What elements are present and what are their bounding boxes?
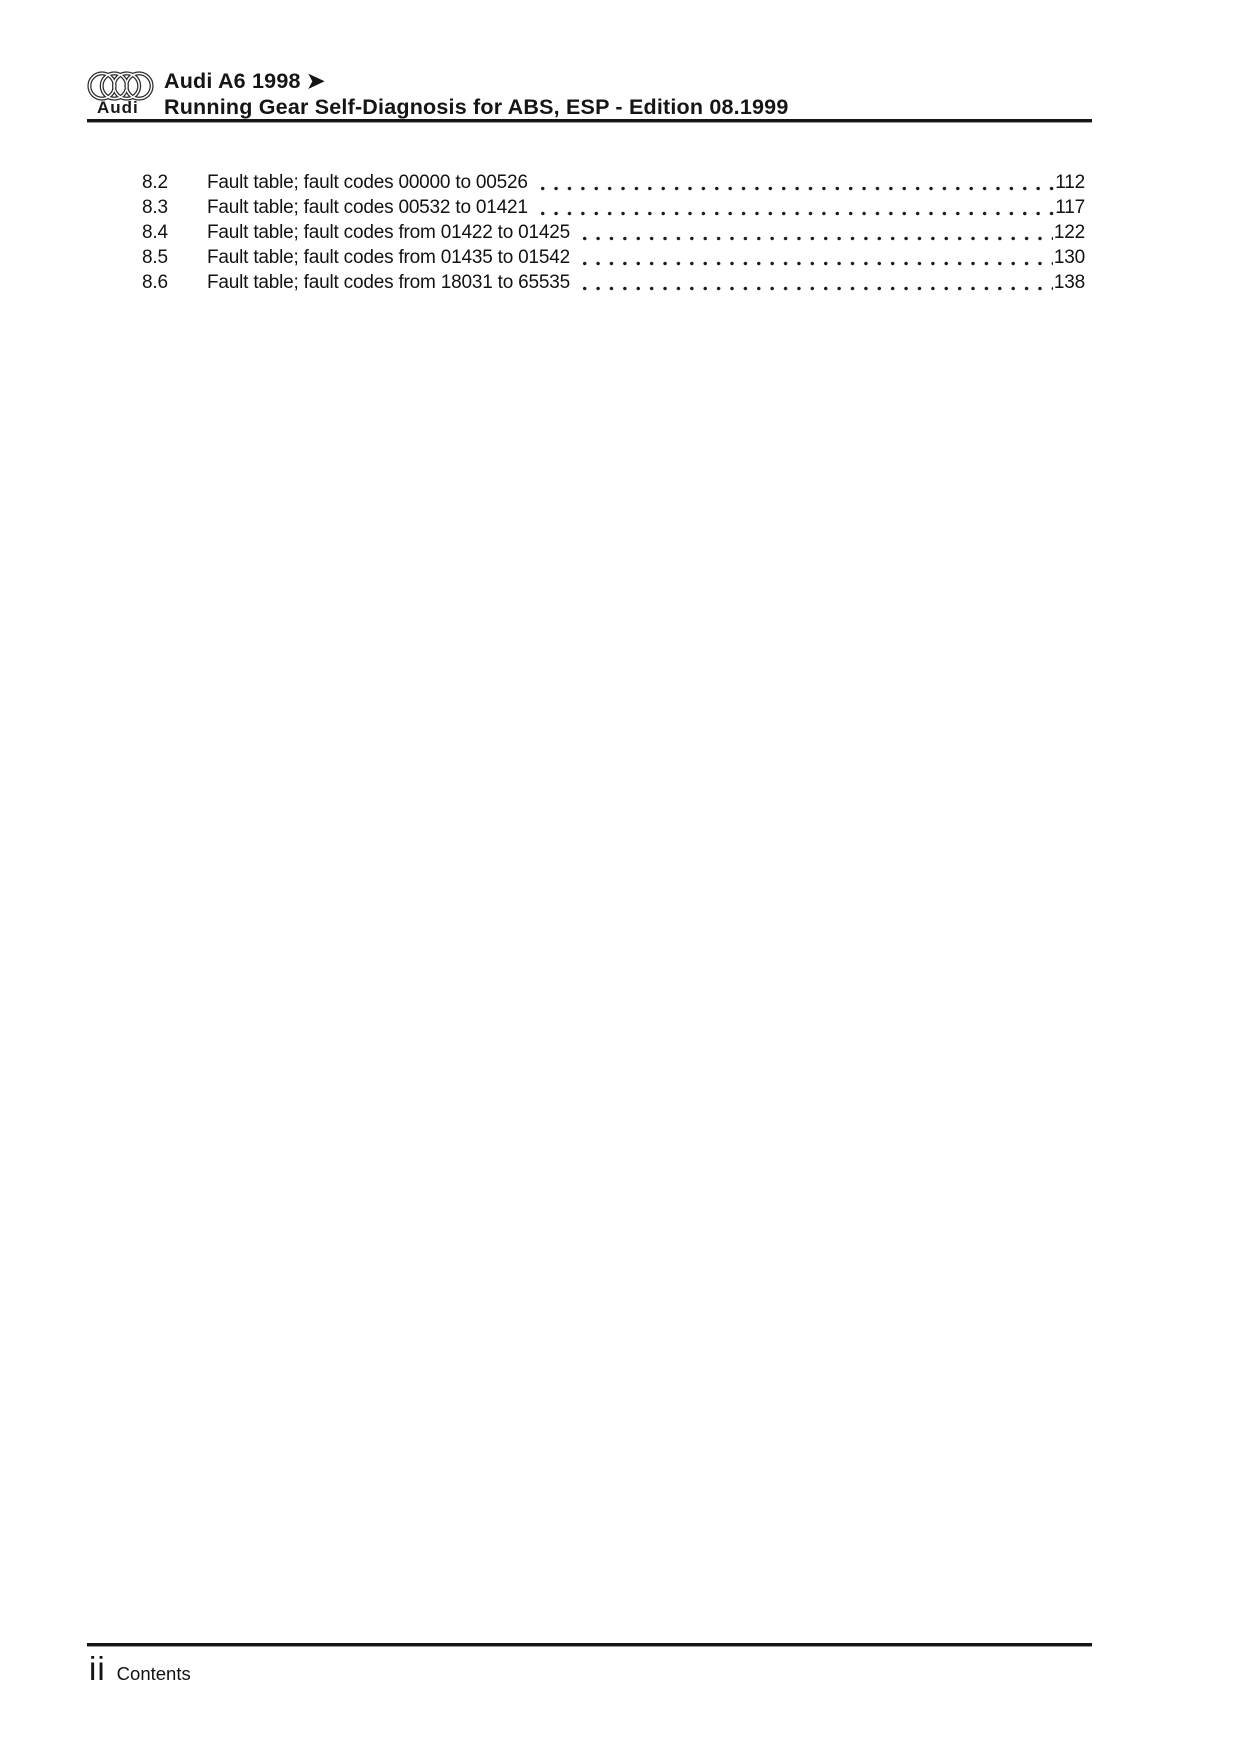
toc-entry <box>142 270 1085 295</box>
toc-entry <box>142 245 1085 270</box>
toc-entry-title: Fault table; fault codes 00532 to 01421 <box>207 197 528 218</box>
toc-list <box>142 170 1085 295</box>
toc-entry <box>142 170 1085 195</box>
footer <box>89 1652 191 1686</box>
toc-entry-title: Fault table; fault codes 00000 to 00526 <box>207 172 528 193</box>
toc-leader-dots <box>573 220 1053 245</box>
toc-entry-page: 130 <box>1053 247 1085 268</box>
footer-section-label: Contents <box>116 1663 191 1684</box>
toc-leader-dots <box>531 195 1055 220</box>
toc-entry-title: Fault table; fault codes from 01422 to 01425 <box>207 222 570 243</box>
toc-leader-dots <box>573 270 1053 295</box>
toc-entry <box>142 220 1085 245</box>
header-model-line: Audi A6 1998 ➤ <box>164 69 326 93</box>
toc-entry-number: 8.5 <box>142 247 168 268</box>
toc-entry-title: Fault table; fault codes from 01435 to 01542 <box>207 247 570 268</box>
toc-entry-title: Fault table; fault codes from 18031 to 65535 <box>207 272 570 293</box>
footer-rule <box>87 1643 1092 1646</box>
toc-entry-number: 8.2 <box>142 172 168 193</box>
toc-entry-number: 8.6 <box>142 272 168 293</box>
toc-entry-page: 117 <box>1055 197 1085 218</box>
footer-page-number: ii <box>89 1650 106 1687</box>
audi-rings-icon <box>87 71 154 101</box>
toc-entry-page: 138 <box>1053 272 1085 293</box>
audi-wordmark: Audi <box>97 98 139 117</box>
toc-entry-page: 122 <box>1053 222 1085 243</box>
toc-leader-dots <box>573 245 1053 270</box>
toc-entry-number: 8.4 <box>142 222 168 243</box>
header-rule <box>87 119 1092 122</box>
toc-entry <box>142 195 1085 220</box>
toc-entry-page: 112 <box>1055 172 1085 193</box>
header-title-line: Running Gear Self-Diagnosis for ABS, ESP - Edition 08.1999 <box>164 95 789 119</box>
toc-entry-number: 8.3 <box>142 197 168 218</box>
toc-leader-dots <box>531 170 1055 195</box>
